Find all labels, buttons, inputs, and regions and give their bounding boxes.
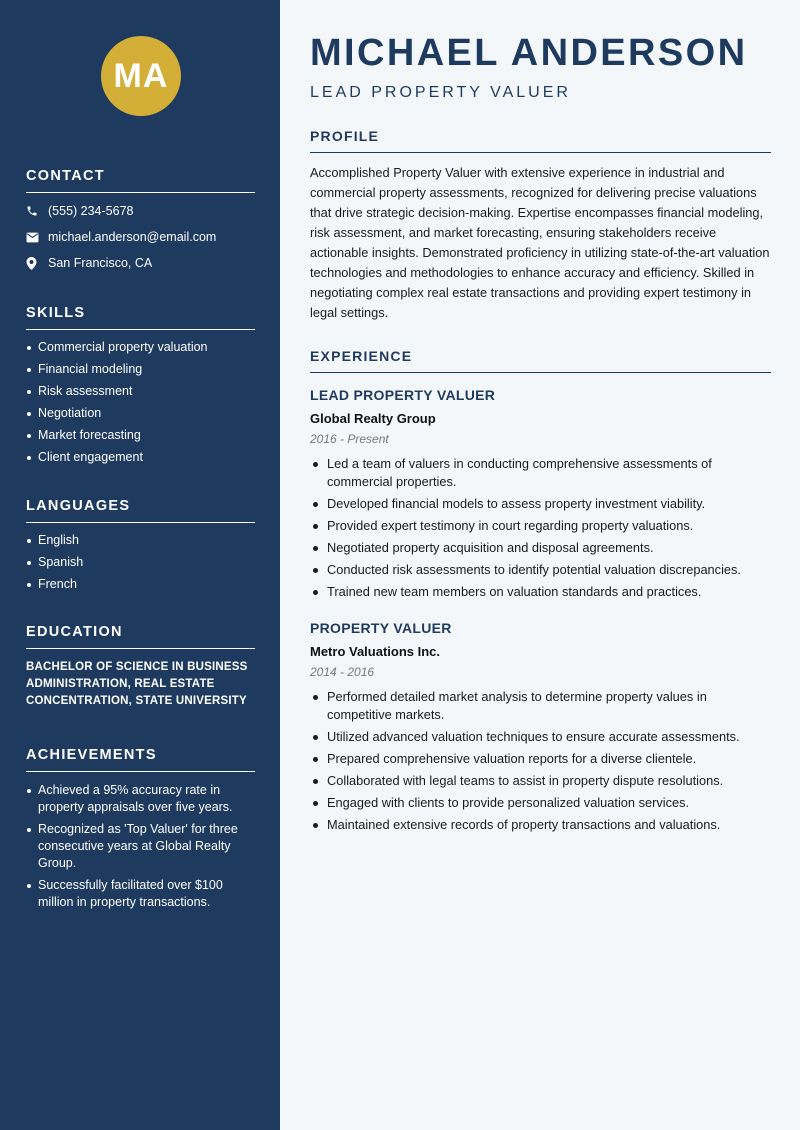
candidate-title: LEAD PROPERTY VALUER	[310, 84, 571, 101]
languages-list	[26, 532, 255, 593]
achievements-heading: ACHIEVEMENTS	[26, 747, 255, 772]
job-bullet: Prepared comprehensive valuation reports for a diverse clientele.	[310, 750, 771, 768]
contact-email-text: michael.anderson@email.com	[48, 230, 217, 244]
contact-email	[26, 229, 255, 245]
skills-heading: SKILLS	[26, 305, 255, 330]
language-item: French	[26, 576, 255, 593]
job-company: Metro Valuations Inc.	[310, 644, 441, 659]
skill-item: Commercial property valuation	[26, 339, 255, 356]
skill-item: Client engagement	[26, 449, 255, 466]
job-bullet: Conducted risk assessments to identify potential valuation discrepancies.	[310, 561, 771, 579]
sidebar	[0, 0, 280, 1130]
job-bullet: Utilized advanced valuation techniques to ensure accurate assessments.	[310, 728, 771, 746]
job-company: Global Realty Group	[310, 411, 436, 426]
achievement-item: Achieved a 95% accuracy rate in property appraisals over five years.	[26, 782, 255, 816]
job-bullet: Collaborated with legal teams to assist in property dispute resolutions.	[310, 772, 771, 790]
achievement-item: Recognized as 'Top Valuer' for three consecutive years at Global Realty Group.	[26, 821, 255, 872]
skills-section	[26, 305, 255, 471]
email-icon	[26, 232, 48, 243]
phone-icon	[26, 205, 48, 217]
job-dates: 2016 - Present	[310, 432, 389, 446]
job-entry	[310, 620, 771, 838]
education-heading: EDUCATION	[26, 624, 255, 649]
job-bullet: Engaged with clients to provide personalized valuation services.	[310, 794, 771, 812]
achievement-item: Successfully facilitated over $100 million in property transactions.	[26, 877, 255, 911]
job-bullet: Led a team of valuers in conducting comprehensive assessments of commercial properties.	[310, 455, 771, 490]
education-section	[26, 624, 255, 710]
contact-section	[26, 168, 255, 271]
job-title: PROPERTY VALUER	[310, 620, 452, 636]
contact-location-text: San Francisco, CA	[48, 256, 153, 270]
skill-item: Market forecasting	[26, 427, 255, 444]
job-bullet: Negotiated property acquisition and disposal agreements.	[310, 539, 771, 557]
job-bullet: Developed financial models to assess property investment viability.	[310, 495, 771, 513]
contact-phone	[26, 203, 255, 219]
job-title: LEAD PROPERTY VALUER	[310, 387, 496, 403]
experience-heading: EXPERIENCE	[310, 348, 771, 373]
skill-item: Negotiation	[26, 405, 255, 422]
job-bullet: Performed detailed market analysis to determine property values in competitive markets.	[310, 688, 771, 723]
skill-item: Risk assessment	[26, 383, 255, 400]
education-degree: BACHELOR OF SCIENCE IN BUSINESS ADMINISTRATION, REAL ESTATE CONCENTRATION, STATE UNIVERSITY	[26, 661, 248, 707]
job-bullet: Maintained extensive records of property transactions and valuations.	[310, 816, 771, 834]
job-bullets	[310, 688, 771, 833]
job-bullet: Trained new team members on valuation standards and practices.	[310, 583, 771, 601]
profile-text: Accomplished Property Valuer with extensive experience in industrial and commercial property assessments, recognized for delivering precise valuations that drive strategic decision-making. Expertise encompasses financial modeling, risk assessment, and market forecasting, ensuring stakeholders receive actionable insights. Demonstrated proficiency in utilizing state-of-the-art valuation technologies and methodologies to enhance accuracy and efficiency. Skilled in negotiating complex real estate transactions and providing expert testimony in legal settings.	[310, 165, 770, 320]
job-bullet: Provided expert testimony in court regarding property valuations.	[310, 517, 771, 535]
languages-section	[26, 498, 255, 598]
contact-location	[26, 255, 255, 271]
achievements-list	[26, 782, 255, 911]
contact-heading: CONTACT	[26, 168, 255, 193]
job-dates: 2014 - 2016	[310, 665, 375, 679]
achievements-section	[26, 747, 255, 916]
profile-heading: PROFILE	[310, 128, 771, 153]
location-icon	[26, 257, 48, 270]
language-item: Spanish	[26, 554, 255, 571]
languages-heading: LANGUAGES	[26, 498, 255, 523]
job-entry	[310, 387, 771, 605]
skill-item: Financial modeling	[26, 361, 255, 378]
candidate-name: MICHAEL ANDERSON	[310, 32, 748, 74]
skills-list	[26, 339, 255, 466]
language-item: English	[26, 532, 255, 549]
job-bullets	[310, 455, 771, 600]
avatar: MA	[101, 36, 181, 116]
contact-phone-text: (555) 234-5678	[48, 204, 134, 218]
